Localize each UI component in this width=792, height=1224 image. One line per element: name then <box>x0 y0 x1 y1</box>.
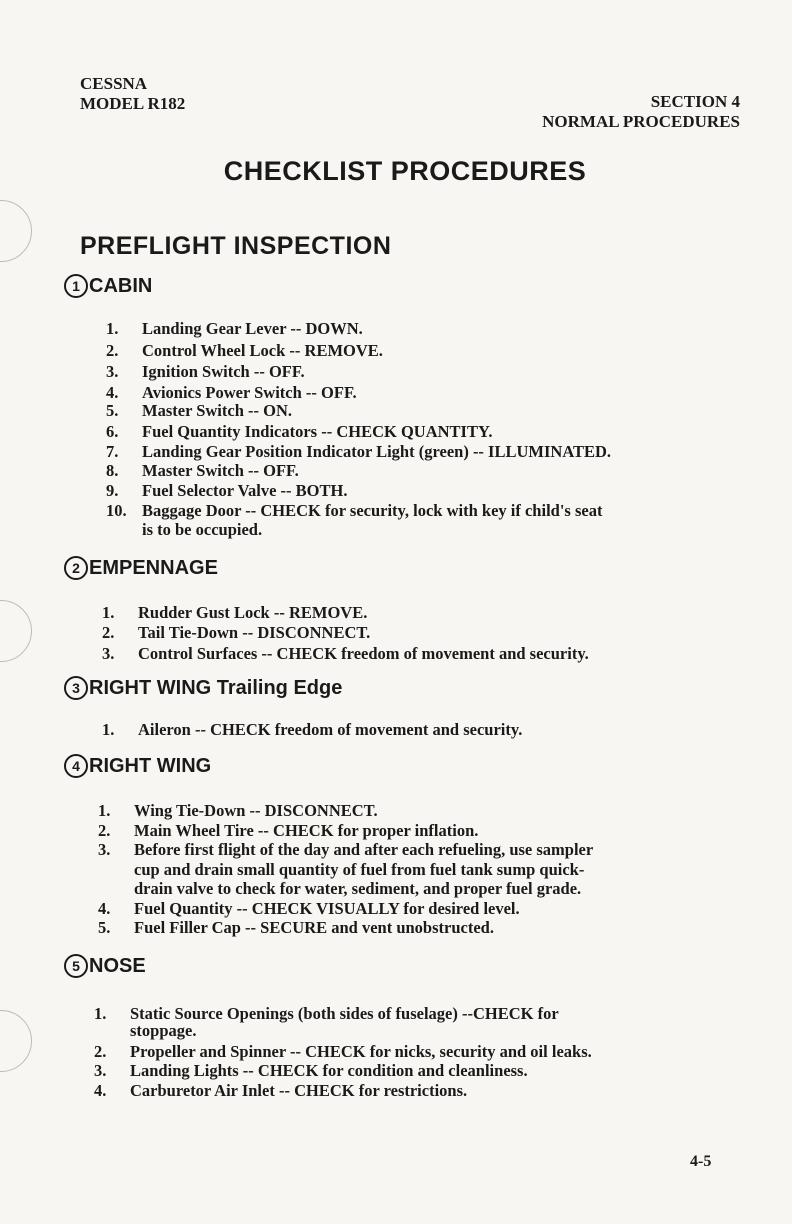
list-item: 3. Ignition Switch -- OFF. <box>106 362 305 381</box>
list-item: 1. Wing Tie-Down -- DISCONNECT. <box>98 801 378 820</box>
binder-hole <box>0 200 32 262</box>
list-item: 1. Static Source Openings (both sides of fuselage) --CHECK for <box>94 1004 559 1023</box>
list-item-continuation: drain valve to check for water, sediment, and proper fuel grade. <box>134 879 582 898</box>
list-item: 5. Fuel Filler Cap -- SECURE and vent unobstructed. <box>98 918 494 937</box>
list-item: 1. Landing Gear Lever -- DOWN. <box>106 319 363 338</box>
list-item: 8. Master Switch -- OFF. <box>106 461 299 480</box>
list-item: 5. Master Switch -- ON. <box>106 401 292 420</box>
list-item: 4. Fuel Quantity -- CHECK VISUALLY for desired level. <box>98 899 520 918</box>
group-heading-cabin <box>64 274 152 298</box>
circled-number: 1 <box>64 274 88 298</box>
list-item: 7. Landing Gear Position Indicator Light (green) -- ILLUMINATED. <box>106 442 612 461</box>
group-heading-nose <box>64 954 146 978</box>
list-item: 6. Fuel Quantity Indicators -- CHECK QUANTITY. <box>106 422 493 441</box>
group-label: RIGHT WING <box>89 754 212 777</box>
group-heading-right-wing <box>64 754 211 778</box>
list-item: 9. Fuel Selector Valve -- BOTH. <box>106 481 348 500</box>
list-item: 4. Avionics Power Switch -- OFF. <box>106 383 357 402</box>
list-item: 1. Rudder Gust Lock -- REMOVE. <box>102 603 368 622</box>
section-title: NORMAL PROCEDURES <box>542 112 740 131</box>
group-heading-right-wing-trailing-edge <box>64 676 342 700</box>
group-heading-empennage <box>64 556 218 580</box>
group-label: EMPENNAGE <box>89 556 218 579</box>
list-item: 3. Landing Lights -- CHECK for condition and cleanliness. <box>94 1061 528 1080</box>
header-left <box>80 74 185 114</box>
page-title: CHECKLIST PROCEDURES <box>223 156 587 186</box>
list-item-continuation: cup and drain small quantity of fuel from fuel tank sump quick- <box>134 860 585 879</box>
circled-number: 4 <box>64 754 88 778</box>
group-label: NOSE <box>89 954 146 977</box>
circled-number: 5 <box>64 954 88 978</box>
list-item: 2. Main Wheel Tire -- CHECK for proper inflation. <box>98 821 479 840</box>
group-label: RIGHT WING Trailing Edge <box>89 676 343 699</box>
manufacturer: CESSNA <box>80 74 148 93</box>
header-right <box>542 92 740 132</box>
list-item: 4. Carburetor Air Inlet -- CHECK for restrictions. <box>94 1081 468 1100</box>
list-item: 1. Aileron -- CHECK freedom of movement and security. <box>102 720 523 739</box>
section-heading: PREFLIGHT INSPECTION <box>80 232 392 260</box>
circled-number: 3 <box>64 676 88 700</box>
group-label: CABIN <box>89 274 153 297</box>
page-number: 4-5 <box>690 1153 712 1170</box>
list-item: 3. Before first flight of the day and after each refueling, use sampler <box>98 840 594 859</box>
section-number: SECTION 4 <box>650 92 740 111</box>
list-item: 10. Baggage Door -- CHECK for security, lock with key if child's seat <box>106 501 603 520</box>
circled-number: 2 <box>64 556 88 580</box>
list-item: 2. Propeller and Spinner -- CHECK for nicks, security and oil leaks. <box>94 1042 592 1061</box>
list-item: 2. Control Wheel Lock -- REMOVE. <box>106 341 383 360</box>
list-item-continuation: stoppage. <box>130 1021 197 1040</box>
list-item: 3. Control Surfaces -- CHECK freedom of movement and security. <box>102 644 589 663</box>
list-item-continuation: is to be occupied. <box>142 520 263 539</box>
binder-hole <box>0 1010 32 1072</box>
model: MODEL R182 <box>80 94 186 113</box>
list-item: 2. Tail Tie-Down -- DISCONNECT. <box>102 623 371 642</box>
binder-hole <box>0 600 32 662</box>
